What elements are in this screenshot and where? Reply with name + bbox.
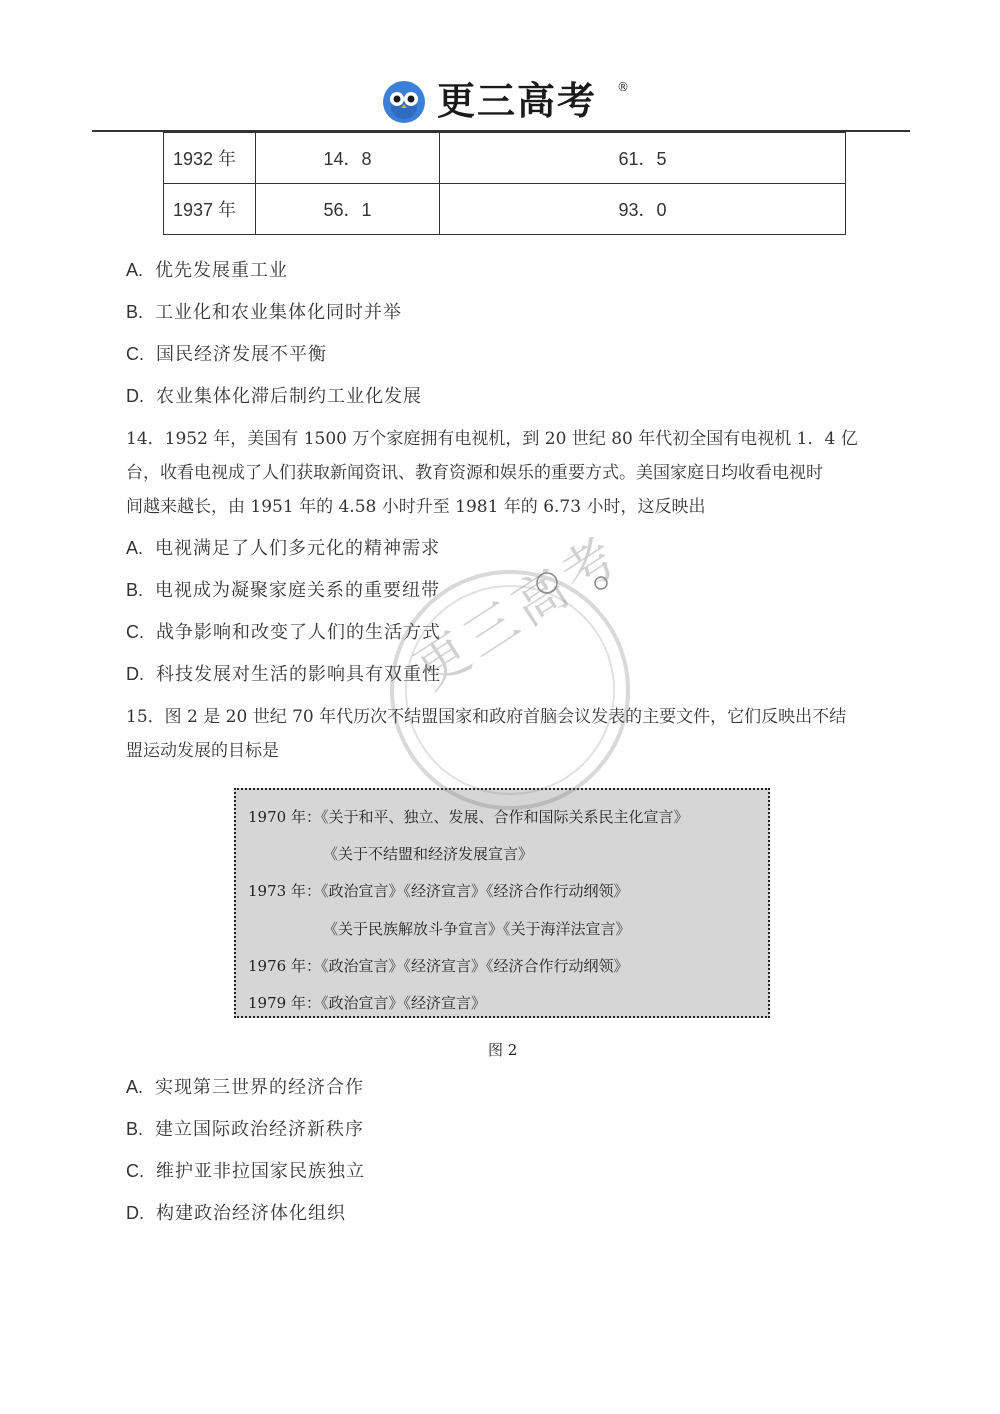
- q15-option-c: [126, 1157, 365, 1183]
- q13-option-c: [126, 340, 327, 366]
- figure-line: 1976 年：《政治宣言》《经济宣言》《经济合作行动纲领》: [248, 957, 629, 975]
- q15-stem-line1: 15．图 2 是 20 世纪 70 年代历次不结盟国家和政府首脑会议发表的主要文件，它们反映出不结: [126, 707, 847, 727]
- option-letter: D.: [126, 386, 144, 406]
- table-row: [164, 133, 846, 184]
- figure-line: 1973 年：《政治宣言》《经济宣言》《经济合作行动纲领》: [248, 882, 629, 900]
- option-letter: D.: [126, 664, 144, 684]
- q15-stem-line2: 盟运动发展的目标是: [126, 741, 279, 761]
- table-row: [164, 184, 846, 235]
- q14-option-c: [126, 618, 441, 644]
- option-letter: B.: [126, 302, 144, 322]
- option-letter: C.: [126, 344, 144, 364]
- option-text: 农业集体化滞后制约工业化发展: [156, 386, 422, 407]
- option-text: 优先发展重工业: [155, 260, 289, 281]
- q14-stem-line2: 台，收看电视成了人们获取新闻资讯、教育资源和娱乐的重要方式。美国家庭日均收看电视时: [126, 463, 823, 483]
- option-letter: A.: [126, 260, 144, 280]
- option-letter: D.: [126, 1203, 144, 1223]
- option-text: 维护亚非拉国家民族独立: [156, 1161, 365, 1182]
- table-cell-value: 61．5: [440, 133, 846, 184]
- table-cell-year: 1937 年: [164, 184, 256, 235]
- figure-line: 《关于不结盟和经济发展宣言》: [323, 845, 534, 863]
- figure-line: 1970 年：《关于和平、独立、发展、合作和国际关系民主化宣言》: [248, 808, 689, 826]
- option-text: 战争影响和改变了人们的生活方式: [156, 622, 441, 643]
- option-letter: A.: [126, 538, 144, 558]
- q13-option-d: [126, 382, 422, 408]
- figure-2-box: [234, 788, 770, 1018]
- option-text: 电视满足了人们多元化的精神需求: [155, 538, 441, 559]
- watermark-text: 更三高考: [405, 524, 633, 702]
- page-header: [0, 76, 1000, 126]
- option-text: 工业化和农业集体化同时并举: [155, 302, 403, 323]
- q14-option-a: [126, 534, 440, 560]
- table-cell-year: 1932 年: [164, 133, 256, 184]
- table-cell-value: 93．0: [440, 184, 846, 235]
- brand-logo-text: 更三高考: [437, 79, 598, 123]
- option-text: 实现第三世界的经济合作: [155, 1077, 365, 1098]
- option-letter: A.: [126, 1077, 144, 1097]
- registered-mark: ®: [617, 80, 629, 94]
- option-text: 国民经济发展不平衡: [156, 344, 327, 365]
- option-letter: C.: [126, 622, 144, 642]
- option-letter: B.: [126, 1119, 144, 1139]
- q15-option-d: [126, 1199, 346, 1225]
- data-table: [163, 132, 846, 235]
- q14-stem-line1: 14．1952 年，美国有 1500 万个家庭拥有电视机，到 20 世纪 80 年代初全国有电视机 1．4 亿: [126, 429, 858, 449]
- table-cell-value: 14．8: [256, 133, 440, 184]
- q13-option-a: [126, 256, 288, 282]
- q14-option-b: [126, 576, 440, 602]
- option-letter: B.: [126, 580, 144, 600]
- q15-option-a: [126, 1073, 364, 1099]
- q15-option-b: [126, 1115, 364, 1141]
- figure-line: 《关于民族解放斗争宣言》《关于海洋法宣言》: [323, 920, 631, 938]
- q14-option-d: [126, 660, 441, 686]
- table-cell-value: 56．1: [256, 184, 440, 235]
- option-text: 建立国际政治经济新秩序: [155, 1119, 365, 1140]
- option-letter: C.: [126, 1161, 144, 1181]
- option-text: 科技发展对生活的影响具有双重性: [156, 664, 441, 685]
- figure-caption: 图 2: [488, 1041, 518, 1059]
- figure-line: 1979 年：《政治宣言》《经济宣言》: [248, 994, 486, 1012]
- option-text: 构建政治经济体化组织: [156, 1203, 346, 1224]
- option-text: 电视成为凝聚家庭关系的重要纽带: [155, 580, 441, 601]
- owl-logo-icon: [382, 80, 426, 124]
- decorative-circles-icon: [536, 572, 616, 596]
- q14-stem-line3: 间越来越长，由 1951 年的 4.58 小时升至 1981 年的 6.73 小时，这反映出: [126, 497, 706, 517]
- q13-option-b: [126, 298, 402, 324]
